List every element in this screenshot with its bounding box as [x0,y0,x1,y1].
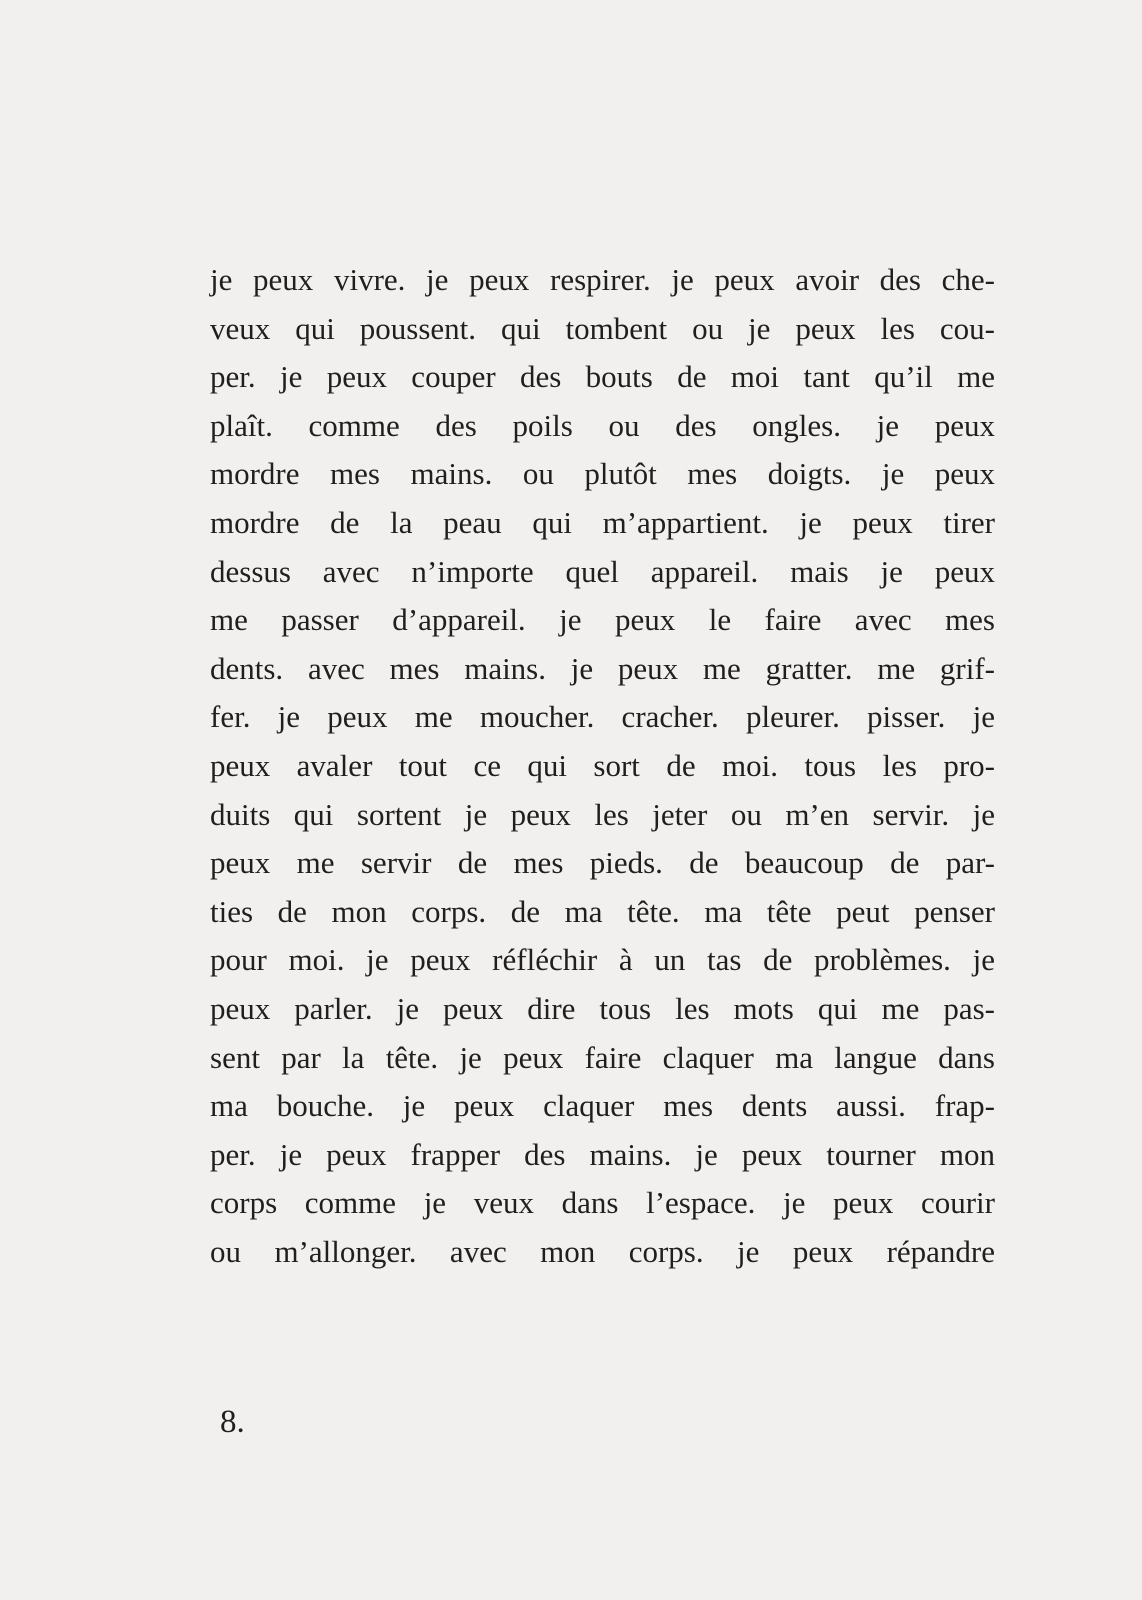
text-line: ties de mon corps. de ma tête. ma tête peut penser [210,893,995,929]
text-line: peux avaler tout ce qui sort de moi. tous les pro- [210,747,995,783]
text-line: mordre mes mains. ou plutôt mes doigts. je peux [210,456,995,492]
text-line: corps comme je veux dans l’espace. je peux courir [210,1185,995,1221]
text-line: duits qui sortent je peux les jeter ou m’en servir. je [210,796,995,832]
text-line: veux qui poussent. qui tombent ou je peux les cou- [210,310,995,346]
text-line: fer. je peux me moucher. cracher. pleurer. pisser. je [210,699,995,735]
text-line: ou m’allonger. avec mon corps. je peux répandre [210,1233,995,1269]
text-line: peux parler. je peux dire tous les mots qui me pas- [210,990,995,1026]
text-line: per. je peux couper des bouts de moi tant qu’il me [210,359,995,395]
text-line: me passer d’appareil. je peux le faire avec mes [210,602,995,638]
body-text [210,256,995,1276]
text-line: plaît. comme des poils ou des ongles. je peux [210,407,995,443]
text-line: dessus avec n’importe quel appareil. mais je peux [210,553,995,589]
text-line: pour moi. je peux réfléchir à un tas de problèmes. je [210,942,995,978]
page-number: 8. [220,1404,245,1440]
text-line: ma bouche. je peux claquer mes dents aussi. frap- [210,1088,995,1124]
text-line: je peux vivre. je peux respirer. je peux avoir des che- [210,262,995,297]
text-line: sent par la tête. je peux faire claquer ma langue dans [210,1039,995,1075]
text-line: dents. avec mes mains. je peux me gratter. me grif- [210,650,995,686]
text-line: per. je peux frapper des mains. je peux tourner mon [210,1136,995,1172]
text-line: peux me servir de mes pieds. de beaucoup de par- [210,845,995,881]
text-line: mordre de la peau qui m’appartient. je peux tirer [210,504,995,540]
